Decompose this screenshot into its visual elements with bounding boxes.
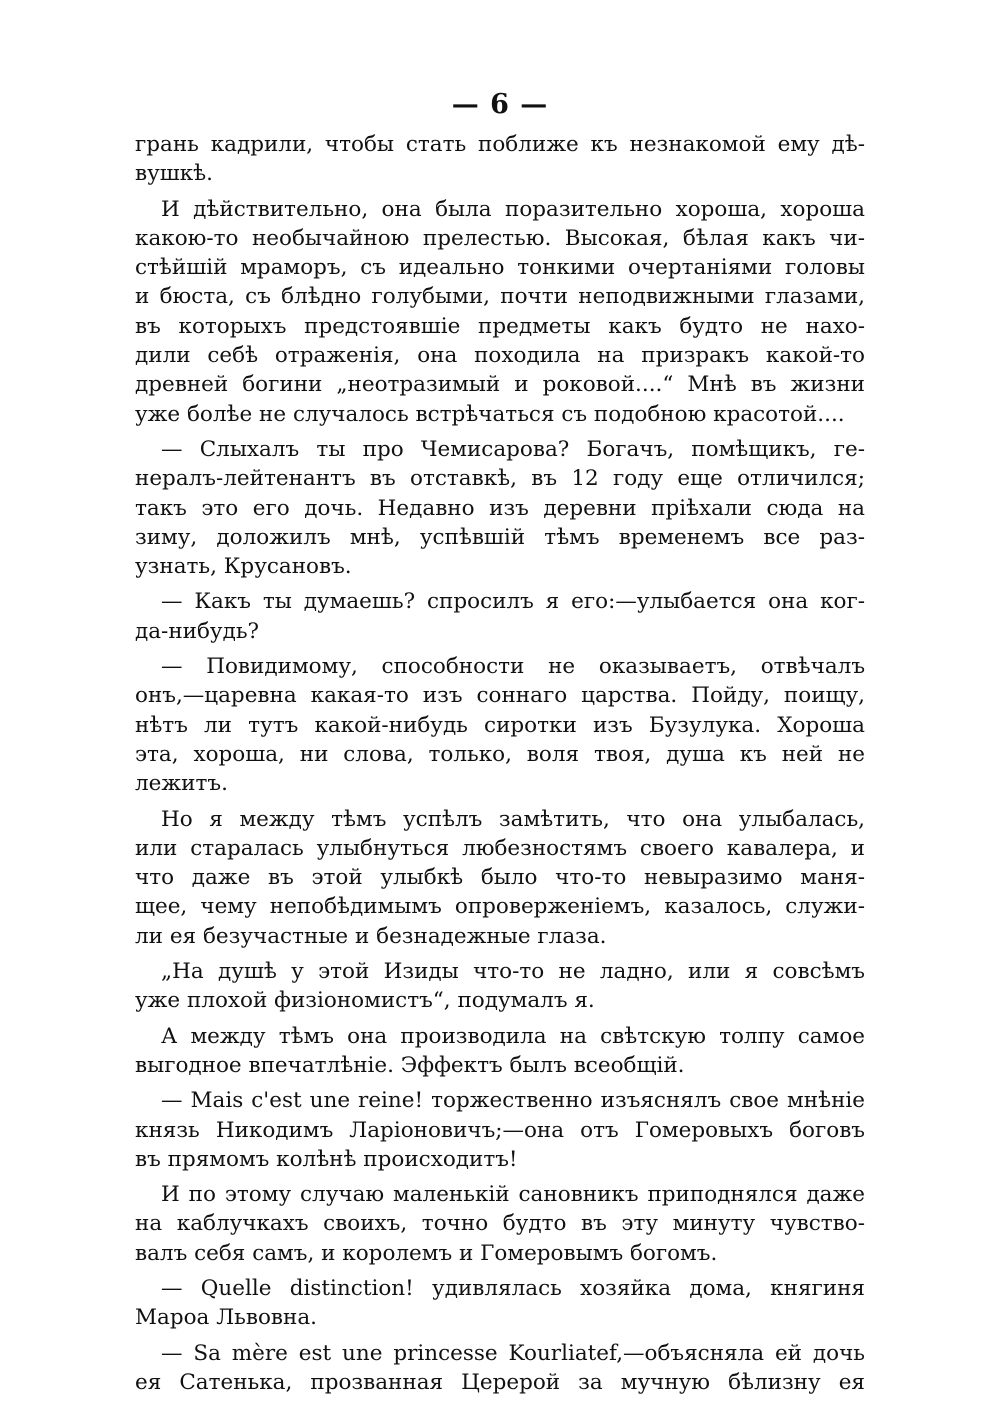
text-line: на каблучкахъ своихъ, точно будто въ эту минуту чувство- [135,1211,865,1237]
text-line: въ которыхъ предстоявшіе предметы какъ будто не нахо- [135,313,865,339]
text-line: дили себѣ отраженія, она походила на призракъ какой-то [135,343,865,369]
text-line: и бюста, съ блѣдно голубыми, почти неподвижными глазами, [135,284,865,310]
text-line: стѣйшій мраморъ, съ идеально тонкими очертаніями головы [135,255,865,281]
text-line: выгодное впечатлѣніе. Эффектъ былъ всеобщій. [135,1052,685,1078]
text-line: — Sa mère est une princesse Kourliatef,—объясняла ей дочь [161,1340,865,1366]
text-line: какою-то необычайною прелестью. Высокая, бѣлая какъ чи- [135,225,865,251]
paragraph [135,652,865,798]
text-line: — Повидимому, способности не оказываетъ, отвѣчалъ [161,654,865,680]
text-line: вушкѣ. [135,161,213,187]
text-line: — Слыхалъ ты про Чемисарова? Богачъ, помѣщикъ, ге- [161,436,865,462]
text-line: ли ея безучастные и безнадежные глаза. [135,923,607,949]
text-line: И дѣйствительно, она была поразительно хороша, хороша [161,196,865,222]
paragraph [135,1022,865,1081]
text-line: А между тѣмъ она производила на свѣтскую толпу самое [161,1023,865,1049]
text-line: узнать, Крусановъ. [135,554,352,580]
text-line: древней богини „неотразимый и роковой....“ Мнѣ въ жизни [135,372,865,398]
text-line: — Mais c'est une reine! торжественно изъяснялъ свое мнѣніе [161,1088,865,1114]
text-line: эта, хороша, ни слова, только, воля твоя, душа къ ней не [135,741,865,767]
text-line: такъ это его дочь. Недавно изъ деревни пріѣхали сюда на [135,495,865,521]
paragraph [135,1180,865,1268]
text-line: Но я между тѣмъ успѣлъ замѣтить, что она улыбалась, [161,806,865,832]
paragraph [135,435,865,581]
text-line: Мароа Львовна. [135,1305,317,1331]
text-line: — Какъ ты думаешь? спросилъ я его:—улыбается она ког- [161,589,865,615]
text-line: нералъ-лейтенантъ въ отставкѣ, въ 12 году еще отличился; [135,466,865,492]
text-line: онъ,—царевна какая-то изъ соннаго царства. Пойду, поищу, [135,683,865,709]
text-line: въ прямомъ колѣнѣ происходитъ! [135,1146,518,1172]
body-text [135,130,865,1397]
text-line: уже плохой физіономистъ“, подумалъ я. [135,988,595,1014]
text-line: — Quelle distinction! удивлялась хозяйка дома, княгиня [161,1275,865,1301]
text-line: грань кадрили, чтобы стать поближе къ незнакомой ему дѣ- [135,132,865,157]
paragraph [135,805,865,951]
text-line: да-нибудь? [135,618,260,644]
text-line: щее, чему непобѣдимымъ опроверженіемъ, казалось, служи- [135,894,865,920]
text-line: лежитъ. [135,771,228,797]
paragraph [135,195,865,429]
paragraph [135,1274,865,1333]
paragraph [135,1086,865,1174]
text-line: ея Сатенька, прозванная Церерой за мучную бѣлизну ея [135,1369,865,1395]
text-line: зиму, доложилъ мнѣ, успѣвшій тѣмъ временемъ все раз- [135,524,865,550]
text-line: валъ себя самъ, и королемъ и Гомеровымъ богомъ. [135,1240,718,1266]
paragraph [135,130,865,189]
text-line: нѣтъ ли тутъ какой-нибудь сиротки изъ Бузулука. Хороша [135,712,865,738]
text-line: князь Никодимъ Ларіоновичъ;—она отъ Гомеровыхъ боговъ [135,1117,865,1143]
paragraph [135,1339,865,1398]
text-line: И по этому случаю маленькій сановникъ приподнялся даже [161,1182,865,1208]
paragraph [135,957,865,1016]
text-line: что даже въ этой улыбкѣ было что-то невыразимо маня- [135,865,865,891]
text-line: или старалась улыбнуться любезностямъ своего кавалера, и [135,835,865,861]
text-line: уже болѣе не случалось встрѣчаться съ подобною красотой.... [135,401,845,427]
text-line: „На душѣ у этой Изиды что-то не ладно, или я совсѣмъ [161,959,865,985]
page-number: — 6 — [451,89,549,120]
paragraph [135,587,865,646]
